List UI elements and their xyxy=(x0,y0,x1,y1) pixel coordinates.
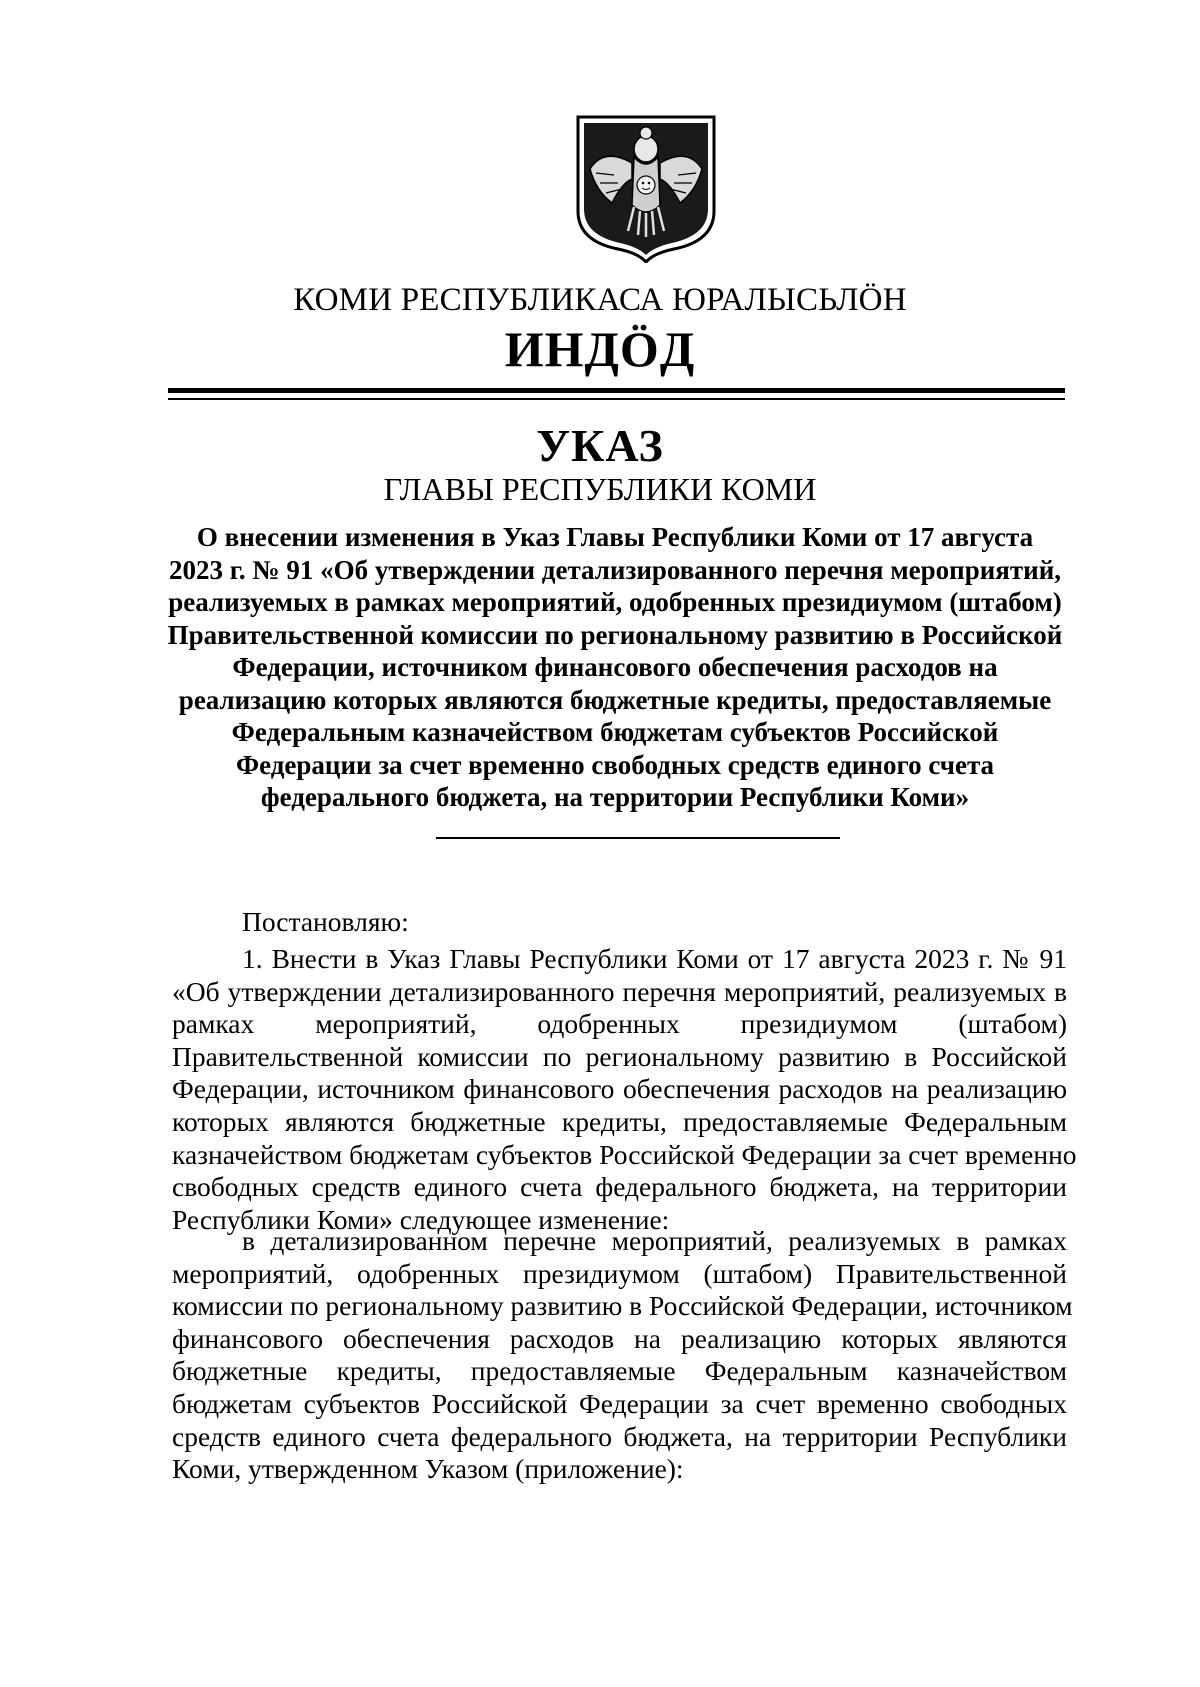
header-double-rule-thin xyxy=(168,398,1065,400)
paragraph-line: 1. Внести в Указ Главы Республики Коми от 17 августа 2023 г. № 91 xyxy=(242,943,1067,974)
intro-paragraph xyxy=(172,906,1067,939)
header-double-rule-thick xyxy=(168,388,1065,393)
paragraph-line: бюджетные кредиты, предоставляемые Федеральным казначейством xyxy=(172,1355,1067,1387)
komi-republic-coat-of-arms-icon xyxy=(574,113,718,263)
paragraph-line: Правительственной комиссии по региональному развитию в Российской xyxy=(172,1040,1067,1072)
title-line: Правительственной комиссии по региональному развитию в Российской xyxy=(167,619,1063,650)
paragraph-1 xyxy=(172,943,1077,1236)
intro-text: Постановляю: xyxy=(242,906,409,937)
title-line: реализацию которых являются бюджетные кредиты, предоставляемые xyxy=(178,684,1052,715)
paragraph-line: в детализированном перечне мероприятий, реализуемых в рамках xyxy=(242,1225,1067,1256)
komi-title: ИНДÖД xyxy=(504,321,696,377)
paragraph-line: бюджетам субъектов Российской Федерации за счет временно свободных xyxy=(172,1387,1067,1419)
paragraph-line: свободных средств единого счета федерального бюджета, на территории xyxy=(172,1171,1067,1203)
paragraph-line: финансового обеспечения расходов на реализацию которых являются xyxy=(172,1322,1067,1354)
paragraph-line: «Об утверждении детализированного перечня мероприятий, реализуемых в xyxy=(172,975,1067,1007)
title-line: О внесении изменения в Указ Главы Республики Коми от 17 августа xyxy=(196,522,1034,552)
paragraph-line: комиссии по региональному развитию в Российской Федерации, источником xyxy=(172,1290,1073,1322)
title-line: Федеральным казначейством бюджетам субъектов Российской xyxy=(231,717,999,747)
paragraph-line: Республики Коми» следующее изменение: xyxy=(172,1203,670,1235)
document-type-heading: УКАЗ xyxy=(536,420,664,471)
paragraph-2 xyxy=(172,1225,1073,1486)
paragraph-line: Коми, утвержденном Указом (приложение): xyxy=(172,1453,684,1485)
title-line: реализуемых в рамках мероприятий, одобренных президиумом (штабом) xyxy=(168,587,1062,617)
paragraph-line: казначейством бюджетам субъектов Российской Федерации за счет временно xyxy=(172,1138,1077,1170)
title-underline xyxy=(436,837,840,839)
paragraph-line: средств единого счета федерального бюджета, на территории Республики xyxy=(172,1420,1067,1452)
paragraph-line: рамках мероприятий, одобренных президиумом (штабом) xyxy=(172,1008,1067,1040)
decree-title xyxy=(150,521,1080,814)
paragraph-line: Федерации, источником финансового обеспечения расходов на реализацию xyxy=(172,1073,1067,1105)
title-line: 2023 г. № 91 «Об утверждении детализированного перечня мероприятий, xyxy=(168,554,1062,585)
paragraph-line: мероприятий, одобренных президиумом (штабом) Правительственной xyxy=(172,1257,1067,1289)
title-line: Федерации за счет временно свободных средств единого счета xyxy=(235,749,995,780)
issuer-heading: ГЛАВЫ РЕСПУБЛИКИ КОМИ xyxy=(383,471,817,507)
title-line: федерального бюджета, на территории Республики Коми» xyxy=(260,782,970,812)
komi-header: КОМИ РЕСПУБЛИКАСА ЮРАЛЫСЬЛÖН xyxy=(293,282,907,318)
paragraph-line: которых являются бюджетные кредиты, предоставляемые Федеральным xyxy=(172,1105,1067,1137)
title-line: Федерации, источником финансового обеспечения расходов на xyxy=(232,652,998,682)
